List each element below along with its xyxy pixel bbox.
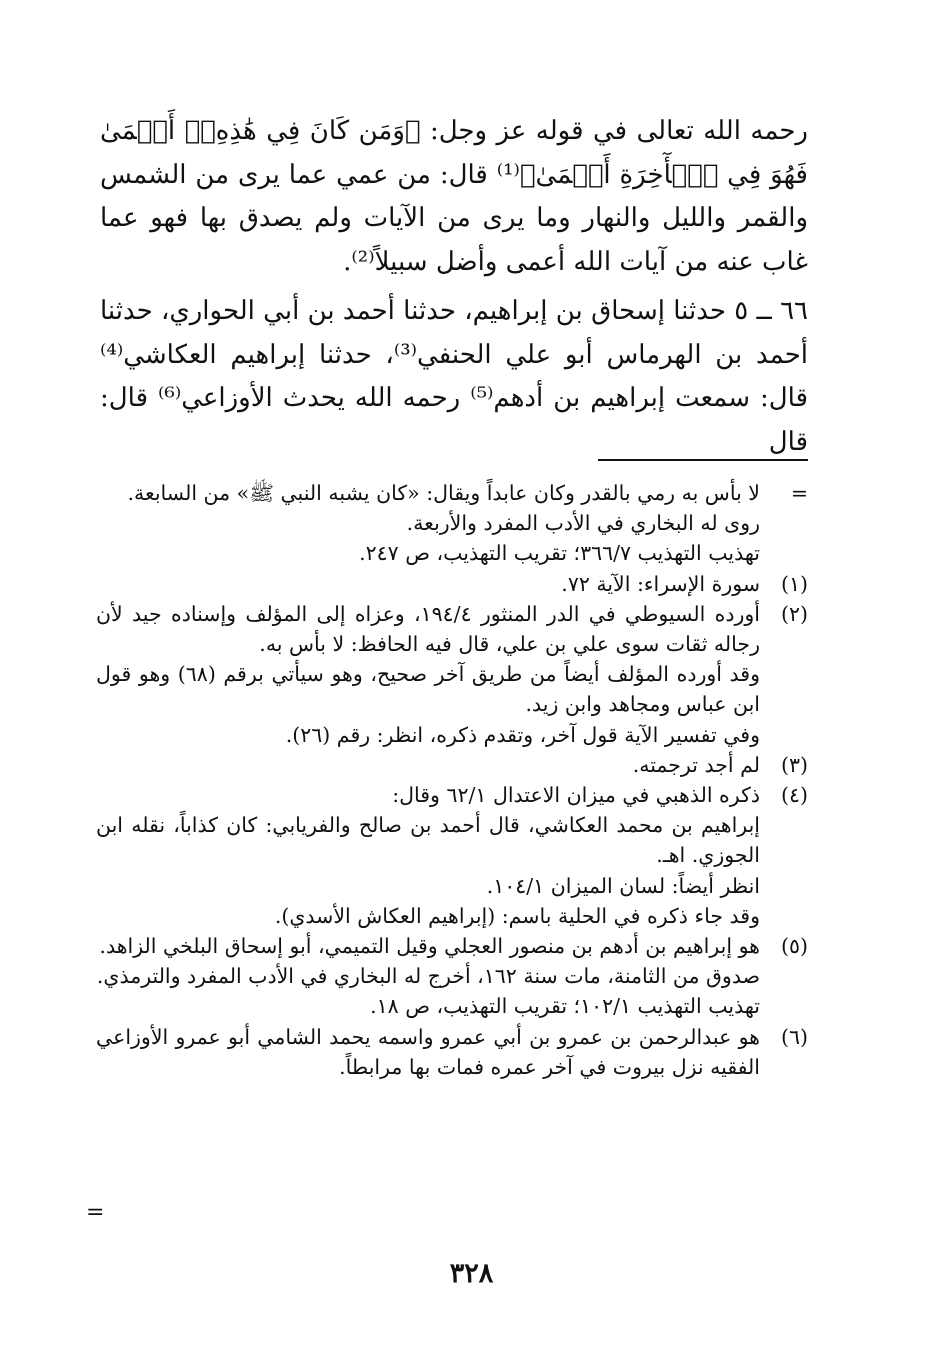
footnote-text: هو إبراهيم بن أدهم بن منصور العجلي وقيل التميمي، أبو إسحاق البلخي الزاهد.: [99, 934, 760, 959]
footnote-text: سورة الإسراء: الآية ٧٢.: [561, 571, 760, 596]
page-number: ٣٢٨: [449, 1258, 494, 1289]
footnote-2: [96, 599, 808, 659]
footnote-5: [96, 931, 808, 961]
footnote-line: إبراهيم بن محمد العكاشي، قال أحمد بن صالح والفريابي: كان كذاباً، نقله ابن الجوزي. اهـ.: [96, 813, 760, 868]
footnote-line: وقد جاء ذكره في الحلية باسم: (إبراهيم العكاش الأسدي).: [274, 903, 760, 928]
footnotes: [96, 478, 808, 1082]
footnote-line: وفي تفسير الآية قول آخر، وتقدم ذكره، انظر: رقم (٢٦).: [285, 722, 760, 747]
footnote-3: [96, 750, 808, 780]
footnote-text: لا بأس به رمي بالقدر وكان عابداً ويقال: «كان يشبه النبي ﷺ» من السابعة.: [127, 481, 760, 505]
continues-marker: =: [86, 1200, 105, 1225]
footnote-text: لم أجد ترجمته.: [632, 752, 760, 777]
footnote-number: (٦): [780, 1024, 808, 1049]
footnote-continuation: [96, 478, 808, 508]
footnote-number: (٢): [780, 601, 808, 626]
footnote-line: تهذيب التهذيب ٣٦٦/٧؛ تقريب التهذيب، ص ٢٤٧.: [359, 541, 760, 566]
continuation-marker: =: [790, 481, 808, 505]
footnote-line: صدوق من الثامنة، مات سنة ١٦٢، أخرج له البخاري في الأدب المفرد والترمذي.: [96, 964, 760, 989]
footnote-line: وقد أورده المؤلف أيضاً من طريق آخر صحيح، وهو سيأتي برقم (٦٨) وهو قول ابن عباس ومجاهد وابن زيد.: [96, 662, 760, 717]
footnote-4: [96, 780, 808, 810]
footnote-6: [96, 1022, 808, 1082]
main-text: [100, 110, 808, 464]
footnote-line: تهذيب التهذيب ١٠٢/١؛ تقريب التهذيب، ص ١٨.: [370, 994, 760, 1019]
footnote-separator: [598, 459, 808, 461]
footnote-line: انظر أيضاً: لسان الميزان ١٠٤/١.: [486, 873, 760, 898]
footnote-1: [96, 569, 808, 599]
footnote-line: روى له البخاري في الأدب المفرد والأربعة.: [406, 511, 760, 536]
footnote-number: (٤): [780, 783, 808, 808]
main-paragraph: رحمه الله تعالى في قوله عز وجل: ﴿وَمَن كَانَ فِي هَٰذِهِۦٓ أَعۡمَىٰ فَهُوَ فِي ٱلۡأٓخِرَةِ أَعۡمَىٰ﴾⁽¹⁾ قال: من عمي عما يرى من الشمس والقمر والليل والنهار وما يرى من الآيات ولم يصدق بها فهو عما غاب عنه من آيات الله أعمى وأضل سبيلاً⁽²⁾.: [100, 116, 808, 277]
footnote-text: أورده السيوطي في الدر المنثور ١٩٤/٤، وعزاه إلى المؤلف وإسناده جيد لأن رجاله ثقات سوى علي بن علي، قال فيه الحافظ: لا بأس به.: [96, 601, 760, 657]
footnote-number: (٣): [780, 752, 808, 777]
footnote-text: هو عبدالرحمن بن عمرو بن أبي عمرو واسمه يحمد الشامي أبو عمرو الأوزاعي الفقيه نزل بيروت في آخر عمره فمات بها مرابطاً.: [96, 1024, 760, 1079]
footnote-text: ذكره الذهبي في ميزان الاعتدال ٦٢/١ وقال:: [392, 783, 760, 808]
footnote-number: (٥): [780, 934, 808, 959]
footnote-number: (١): [780, 571, 808, 596]
hadith-paragraph: ٦٦ ــ ٥ حدثنا إسحاق بن إبراهيم، حدثنا أحمد بن أبي الحواري، حدثنا أحمد بن الهرماس أبو علي الحنفي⁽³⁾، حدثنا إبراهيم العكاشي⁽⁴⁾ قال: سمعت إبراهيم بن أدهم⁽⁵⁾ رحمه الله يحدث الأوزاعي⁽⁶⁾ قال: قال: [100, 296, 809, 457]
